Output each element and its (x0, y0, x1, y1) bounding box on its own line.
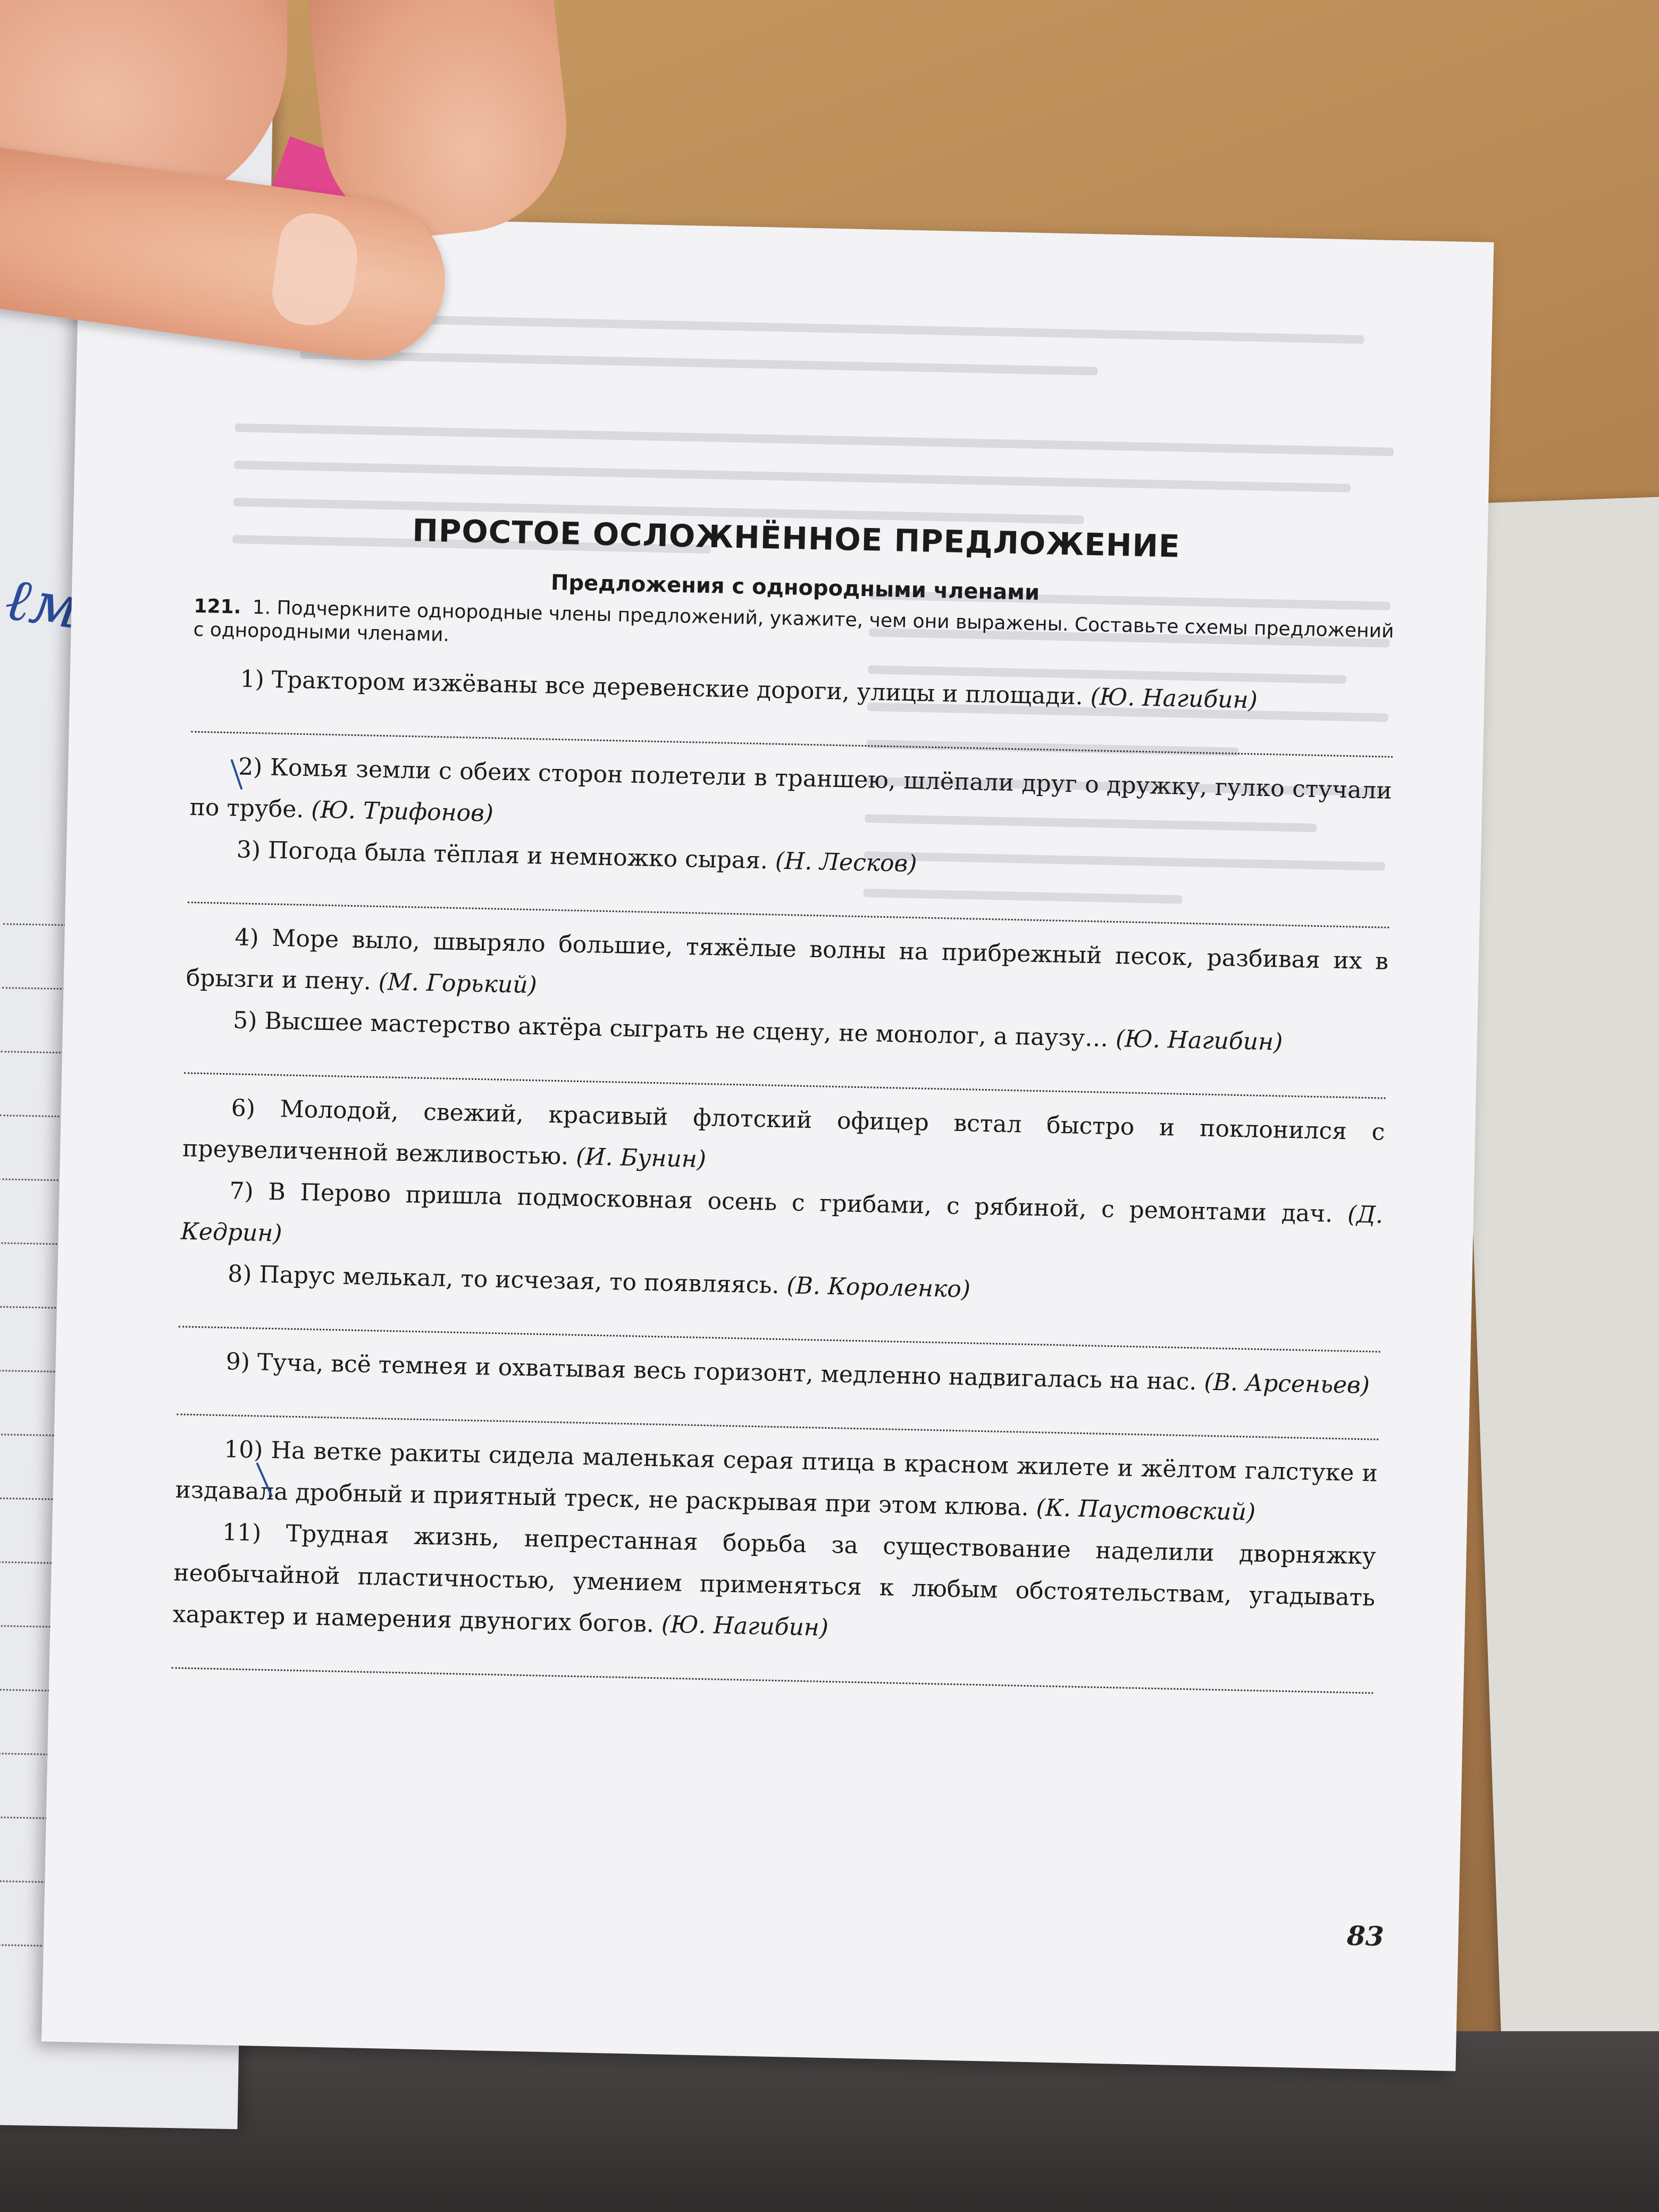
sentence-author: (Н. Лесков) (775, 847, 917, 878)
sentence-author: (Ю. Нагибин) (1115, 1025, 1283, 1056)
sentence-text: 2) Комья земли с обеих сторон полетели в траншею, шлёпали друг о дружку, гулко стучали по трубе. (189, 753, 1393, 824)
sentence-author: (Ю. Нагибин) (661, 1611, 829, 1642)
sentence-text: 6) Молодой, свежий, красивый флотский офицер встал быстро и поклонился с преувеличенной вежливостью. (182, 1094, 1385, 1170)
task-text: 1. Подчеркните однородные члены предложений, укажите, чем они выражены. Составьте схемы предложений с однородными членами. (193, 596, 1394, 646)
sentence-text: 7) В Перово пришла подмосковная осень с грибами, с рябиной, с ремонтами дач. (229, 1177, 1333, 1228)
task-number: 121. (194, 595, 241, 618)
workbook-page (41, 213, 1494, 2071)
page-content (171, 508, 1397, 1707)
page-title: ПРОСТОЕ ОСЛОЖНЁННОЕ ПРЕДЛОЖЕНИЕ (412, 512, 1181, 565)
exercise-sentence (172, 1511, 1376, 1660)
sentence-author: (Ю. Нагибин) (1090, 683, 1258, 714)
sentence-author: (Ю. Трифонов) (311, 796, 494, 827)
sentence-text: 5) Высшее мастерство актёра сыграть не сцену, не монолог, а паузу… (232, 1007, 1109, 1052)
sentence-text: 11) Трудная жизнь, непрестанная борьба за существование наделили дворняжку необычайной пластичностью, умением применяться к любым обстоятельствам, угадывать характер и намерения двуногих богов. (172, 1519, 1377, 1638)
sentence-author: (И. Бунин) (575, 1143, 707, 1174)
sentence-text: 9) Туча, всё темнея и охватывая весь горизонт, медленно надвигалась на нас. (225, 1348, 1197, 1396)
sentence-text: 10) На ветке ракиты сидела маленькая серая птица в красном жилете и жёлтом галстуке и издавала дробный и приятный треск, не раскрывая при этом клюва. (175, 1436, 1378, 1521)
sentence-text: 4) Море выло, швыряло большие, тяжёлые волны на прибрежный песок, разбивая их в брызги и пену. (186, 924, 1389, 995)
thumb-nail (269, 209, 363, 331)
sentence-author: (К. Паустовский) (1036, 1494, 1256, 1526)
section-title: Предложения с однородными членами (550, 570, 1040, 605)
sentence-text: 1) Трактором изжёваны все деревенские дороги, улицы и площади. (240, 665, 1084, 710)
sentence-text: 8) Парус мелькал, то исчезая, то появляясь. (227, 1260, 780, 1299)
sentence-author: (М. Горький) (378, 968, 538, 999)
sentence-text: 3) Погода была тёплая и немножко сырая. (236, 836, 768, 875)
sentence-author: (В. Арсеньев) (1204, 1368, 1370, 1400)
page-number: 83 (1346, 1920, 1385, 1953)
sentence-author: (Д. Кедрин) (180, 1201, 1384, 1247)
sentence-author: (В. Короленко) (786, 1272, 971, 1303)
